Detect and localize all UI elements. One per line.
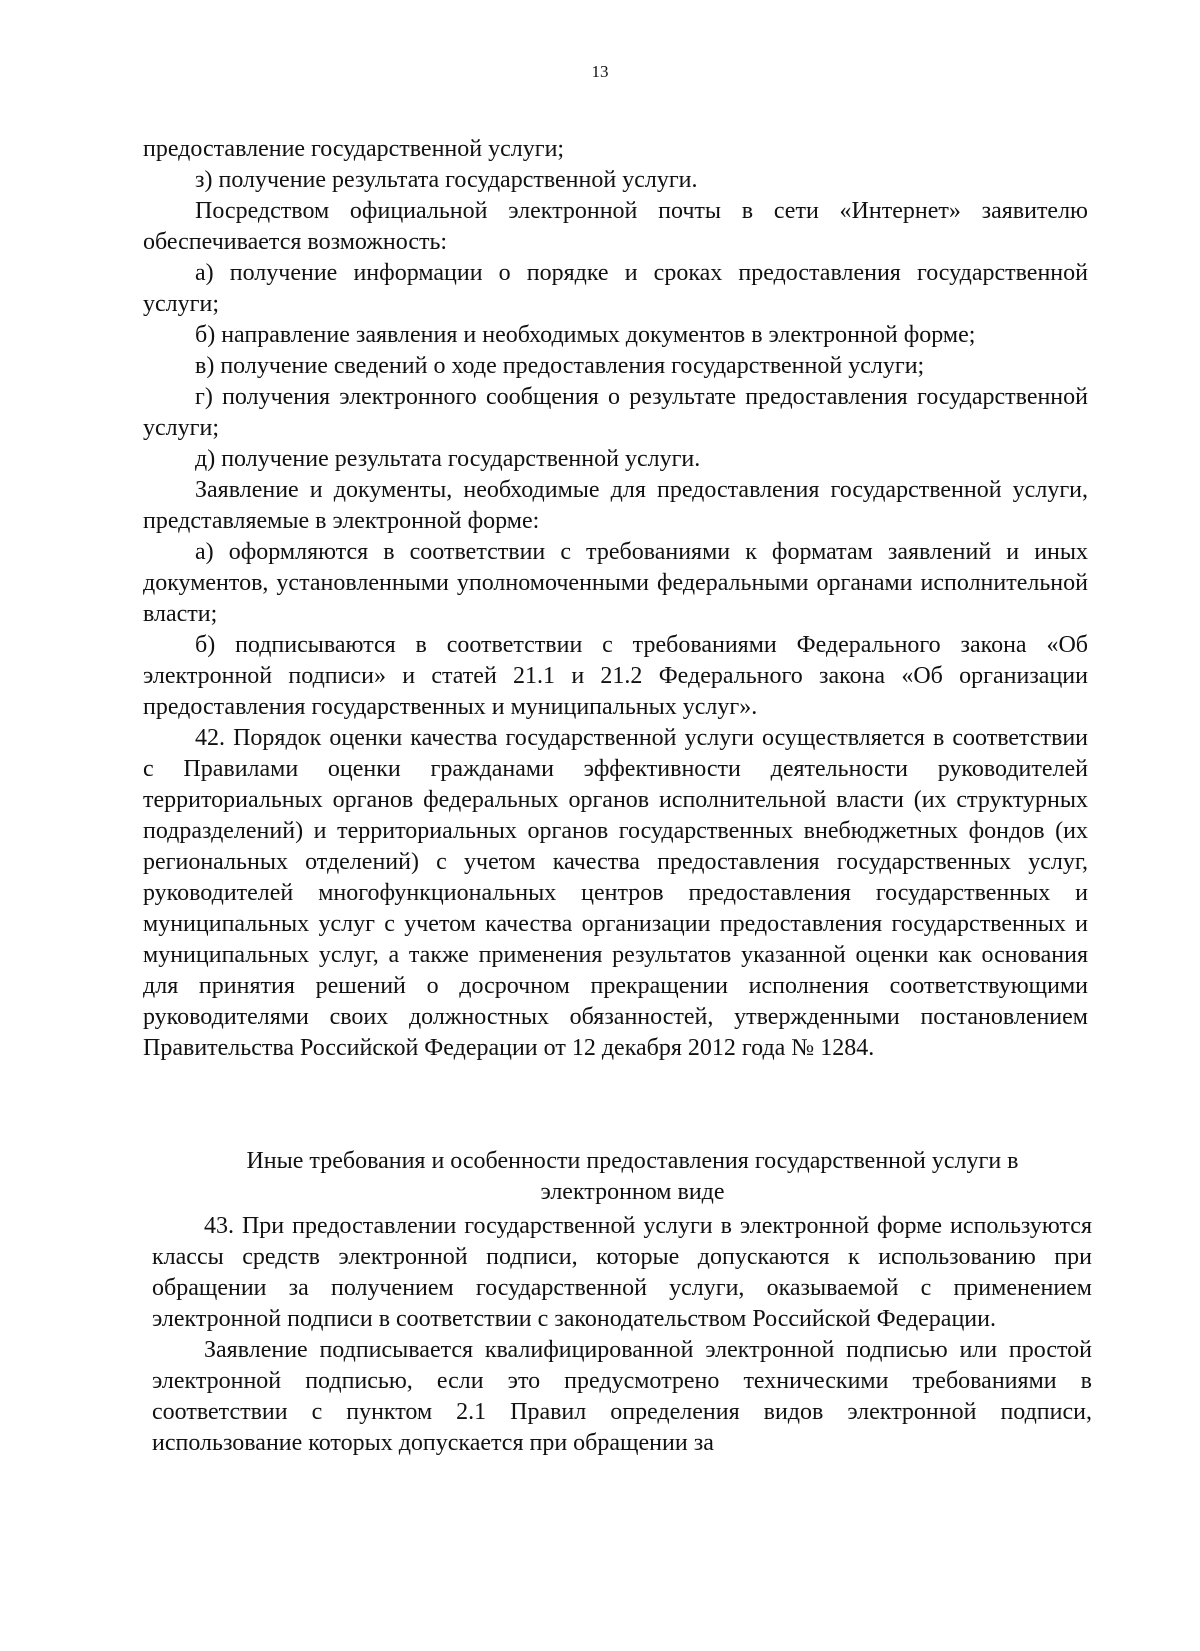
paragraph: предоставление государственной услуги;: [143, 136, 565, 162]
paragraph: з) получение результата государственной услуги.: [195, 167, 698, 193]
paragraph: в) получение сведений о ходе предоставления государственной услуги;: [195, 353, 925, 379]
section-heading-line-1: Иные требования и особенности предоставления государственной услуги в: [246, 1148, 1019, 1174]
section-heading: [160, 1146, 1105, 1208]
paragraph: Заявление и документы, необходимые для предоставления государственной услуги, представляемые в электронной форме:: [143, 477, 1088, 534]
page-number: 13: [591, 62, 609, 81]
paragraph: а) получение информации о порядке и сроках предоставления государственной услуги;: [143, 260, 1088, 317]
body-text-bottom: [152, 1211, 1092, 1459]
paragraph: б) подписываются в соответствии с требованиями Федерального закона «Об электронной подписи» и статей 21.1 и 21.2 Федерального закона «Об организации предоставления государственных и муниципальных услуг».: [143, 632, 1088, 720]
paragraph: Заявление подписывается квалифицированной электронной подписью или простой электронной подписью, если это предусмотрено техническими требованиями в соответствии с пунктом 2.1 Правил определения видов электронной подписи, использование которых допускается при обращении за: [152, 1337, 1092, 1456]
paragraph: а) оформляются в соответствии с требованиями к форматам заявлений и иных документов, установленными уполномоченными федеральными органами исполнительной власти;: [143, 539, 1088, 627]
paragraph: 42. Порядок оценки качества государственной услуги осуществляется в соответствии с Правилами оценки гражданами эффективности деятельности руководителей территориальных органов федеральных органов исполнительной власти (их структурных подразделений) и территориальных органов государственных внебюджетных фондов (их региональных отделений) с учетом качества предоставления государственных услуг, руководителей многофункциональных центров предоставления государственных и муниципальных услуг с учетом качества организации предоставления государственных и муниципальных услуг, а также применения результатов указанной оценки как основания для принятия решений о досрочном прекращении исполнения соответствующими руководителями своих должностных обязанностей, утвержденными постановлением Правительства Российской Федерации от 12 декабря 2012 года № 1284.: [143, 725, 1088, 1061]
paragraph: б) направление заявления и необходимых документов в электронной форме;: [195, 322, 976, 348]
paragraph: 43. При предоставлении государственной услуги в электронной форме используются классы средств электронной подписи, которые допускаются к использованию при обращении за получением государственной услуги, оказываемой с применением электронной подписи в соответствии с законодательством Российской Федерации.: [152, 1213, 1092, 1332]
paragraph: д) получение результата государственной услуги.: [195, 446, 701, 472]
section-heading-line-2: электронном виде: [540, 1179, 725, 1205]
paragraph: г) получения электронного сообщения о результате предоставления государственной услуги;: [143, 384, 1088, 441]
paragraph: Посредством официальной электронной почты в сети «Интернет» заявителю обеспечивается возможность:: [143, 198, 1088, 255]
body-text-top: [143, 134, 1088, 1064]
